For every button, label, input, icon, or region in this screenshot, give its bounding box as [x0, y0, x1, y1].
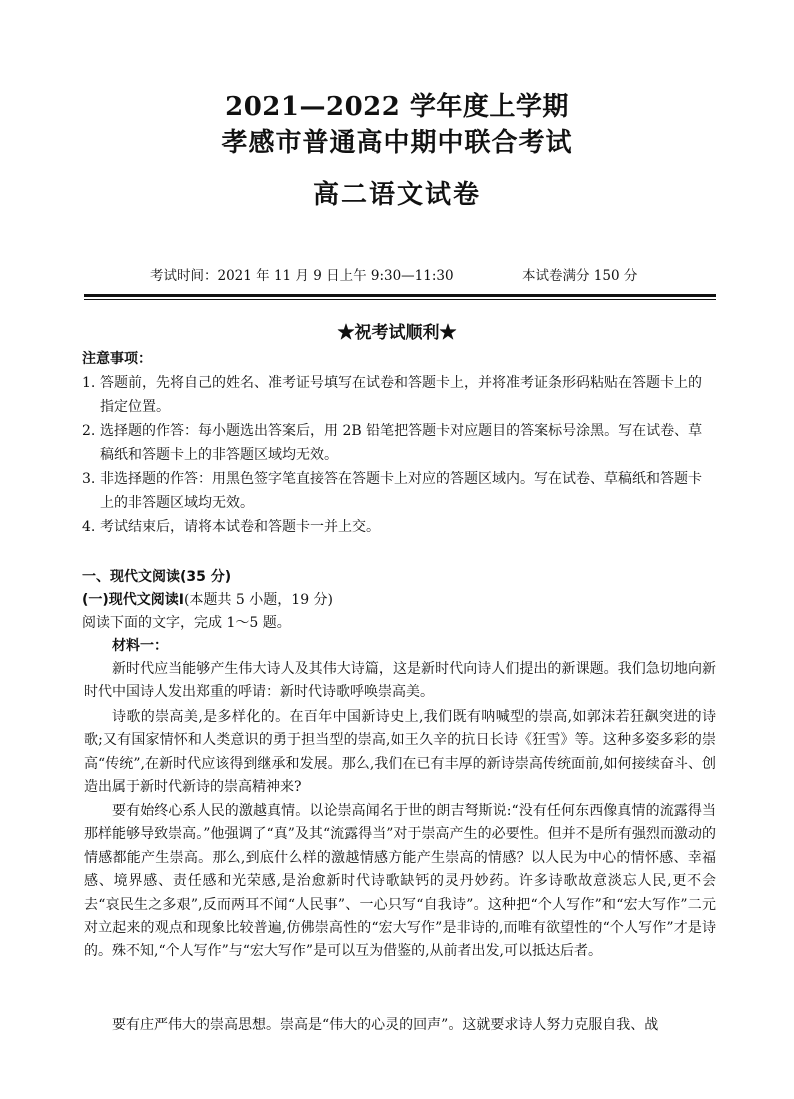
material-label: 材料一： — [112, 638, 168, 654]
notice-item-text: 答题前，先将自己的姓名、准考证号填写在试卷和答题卡上，并将准考证条形码粘贴在答题卡上的指定位置。 — [100, 375, 702, 415]
notice-item-text: 选择题的作答：每小题选出答案后，用 2B 铅笔把答题卡对应题目的答案标号涂黑。写在试卷、草稿纸和答题卡上的非答题区域均无效。 — [100, 423, 703, 463]
paper-title: 高二语文试卷 — [312, 180, 481, 210]
exam-name-title: 孝感市普通高中期中联合考试 — [221, 128, 573, 158]
subsection-heading — [82, 589, 333, 609]
notice-item-text: 考试结束后，请将本试卷和答题卡一并上交。 — [100, 519, 380, 535]
body-paragraph: 新时代应当能够产生伟大诗人及其伟大诗篇，这是新时代向诗人们提出的新课题。我们急切地向新时代中国诗人发出郑重的呼请：新时代诗歌呼唤崇高美。 — [84, 661, 716, 701]
notice-item-number: 1. — [82, 375, 96, 391]
body-paragraph: 要有始终心系人民的激越真情。以论崇高闻名于世的朗吉弩斯说:“没有任何东西像真情的流露得当那样能够导致崇高。”他强调了“真”及其“流露得当”对于崇高产生的必要性。但并不是所有强烈而激动的情感都能产生崇高。那么,到底什么样的激越情感方能产生崇高的情感？以人民为中心的情怀感、幸福感、境界感、责任感和光荣感,是治愈新时代诗歌缺钙的灵丹妙药。许多诗歌故意淡忘人民,更不会去“哀民生之多艰”,反而两耳不闻“人民事”、一心只写“自我诗”。这种把“个人写作”和“宏大写作”二元对立起来的观点和现象比较普遍,仿佛崇高性的“宏大写作”是非诗的,而唯有欲望性的“个人写作”才是诗的。殊不知,“个人写作”与“宏大写作”是可以互为借鉴的,从前者出发,可以抵达后者。 — [84, 803, 716, 960]
notice-item — [82, 468, 714, 515]
notice-item — [82, 420, 714, 467]
notice-item — [82, 516, 714, 540]
blessing-line: ★祝考试顺利★ — [337, 323, 457, 343]
notice-item-text: 非选择题的作答：用黑色签字笔直接答在答题卡上对应的答题区域内。写在试卷、草稿纸和答题卡上的非答题区域均无效。 — [100, 471, 702, 511]
school-year-title: 2021—2022 学年度上学期 — [225, 92, 569, 122]
body-paragraph: 要有庄严伟大的崇高思想。崇高是“伟大的心灵的回声”。这就要求诗人努力克服自我、战 — [112, 1017, 659, 1033]
body-paragraph: 诗歌的崇高美,是多样化的。在百年中国新诗史上,我们既有呐喊型的崇高,如郭沫若狂飙突进的诗歌;又有国家情怀和人类意识的勇于担当型的崇高,如王久辛的抗日长诗《狂雪》等。这种多姿多彩的崇高“传统”,在新时代应该得到继承和发展。那么,我们在已有丰厚的新诗崇高传统面前,如何接续奋斗、创造出属于新时代新诗的崇高精神来? — [84, 709, 716, 796]
header-divider-thick — [84, 294, 716, 297]
header-divider-thin — [84, 299, 716, 300]
section-heading: 一、现代文阅读(35 分) — [82, 569, 232, 585]
notice-item-number: 2. — [82, 423, 96, 439]
reading-instruction: 阅读下面的文字，完成 1～5 题。 — [82, 615, 291, 631]
full-score: 本试卷满分 150 分 — [522, 268, 638, 284]
subsection-title: (一)现代文阅读Ⅰ — [82, 592, 185, 608]
subsection-note: (本题共 5 小题，19 分) — [184, 592, 334, 608]
notice-item-number: 4. — [82, 519, 96, 535]
notice-item — [82, 372, 714, 419]
notice-heading: 注意事项： — [82, 351, 152, 367]
exam-time: 考试时间：2021 年 11 月 9 日上午 9:30—11:30 — [150, 268, 454, 284]
notice-item-number: 3. — [82, 471, 96, 487]
